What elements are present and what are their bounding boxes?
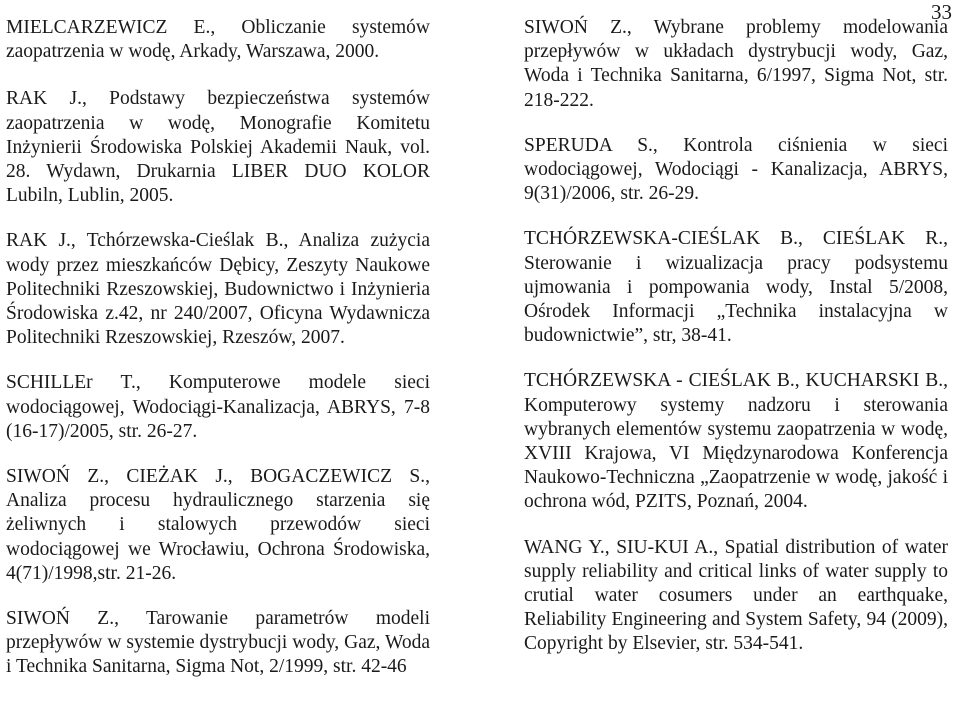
reference-entry: RAK J., Podstawy bezpieczeństwa systemów zaopatrzenia w wodę, Monografie Komitetu Inżynierii Środowiska Polskiej Akademii Nauk, vol. 28. Wydawn, Drukarnia LIBER DUO KOLOR Lubiln, Lublin, 2005. <box>6 88 430 207</box>
reference-entry: SCHILLEr T., Komputerowe modele sieci wodociągowej, Wodociągi-Kanalizacja, ABRYS, 7-8 (16-17)/2005, str. 26-27. <box>6 372 430 442</box>
reference-entry: MIELCARZEWICZ E., Obliczanie systemów zaopatrzenia w wodę, Arkady, Warszawa, 2000. <box>6 17 430 63</box>
reference-entry: SPERUDA S., Kontrola ciśnienia w sieci wodociągowej, Wodociągi - Kanalizacja, ABRYS, 9(31)/2006, str. 26-29. <box>524 134 948 205</box>
reference-entry: TCHÓRZEWSKA - CIEŚLAK B., KUCHARSKI B., Komputerowy systemy nadzoru i sterowania wybranych elementów systemu zaopatrzenia w wodę, XVIII Krajowa, VI Międzynarodowa Konferencja Naukowo-Techniczna „Zaopatrzenie w wodę, jakość i ochrona wód, PZITS, Poznań, 2004. <box>524 370 948 513</box>
reference-entry: WANG Y., SIU-KUI A., Spatial distribution of water supply reliability and critical links of water supply to crutial water cosumers under an earthquake, Reliability Engineering and System Safety, 94 (2009), Copyright by Elsevier, str. 534-541. <box>524 536 948 655</box>
reference-entry: SIWOŃ Z., Wybrane problemy modelowania przepływów w układach dystrybucji wody, Gaz, Woda i Technika Sanitarna, 6/1997, Sigma Not, str. 218-222. <box>524 17 948 111</box>
reference-entry: SIWOŃ Z., CIEŻAK J., BOGACZEWICZ S., Analiza procesu hydraulicznego starzenia się żeliwnych i stalowych przewodów sieci wodociągowej we Wrocławiu, Ochrona Środowiska, 4(71)/1998,str. 21-26. <box>6 466 430 584</box>
references-left-column <box>6 16 430 701</box>
page-number: 33 <box>931 0 952 24</box>
reference-entry: TCHÓRZEWSKA-CIEŚLAK B., CIEŚLAK R., Sterowanie i wizualizacja pracy podsystemu ujmowania i pompowania wody, Instal 5/2008, Ośrodek Informacji „Technika instalacyjna w budownictwie”, str, 38-41. <box>524 228 948 347</box>
reference-entry: SIWOŃ Z., Tarowanie parametrów modeli przepływów w systemie dystrybucji wody, Gaz, Woda i Technika Sanitarna, Sigma Not, 2/1999, str. 42-46 <box>6 608 430 678</box>
references-right-column <box>524 16 948 678</box>
reference-entry: RAK J., Tchórzewska-Cieślak B., Analiza zużycia wody przez mieszkańców Dębicy, Zeszyty Naukowe Politechniki Rzeszowskiej, Budownictwo i Inżynieria Środowiska z.42, nr 240/2007, Oficyna Wydawnicza Politechniki Rzeszowskiej, Rzeszów, 2007. <box>6 230 430 349</box>
